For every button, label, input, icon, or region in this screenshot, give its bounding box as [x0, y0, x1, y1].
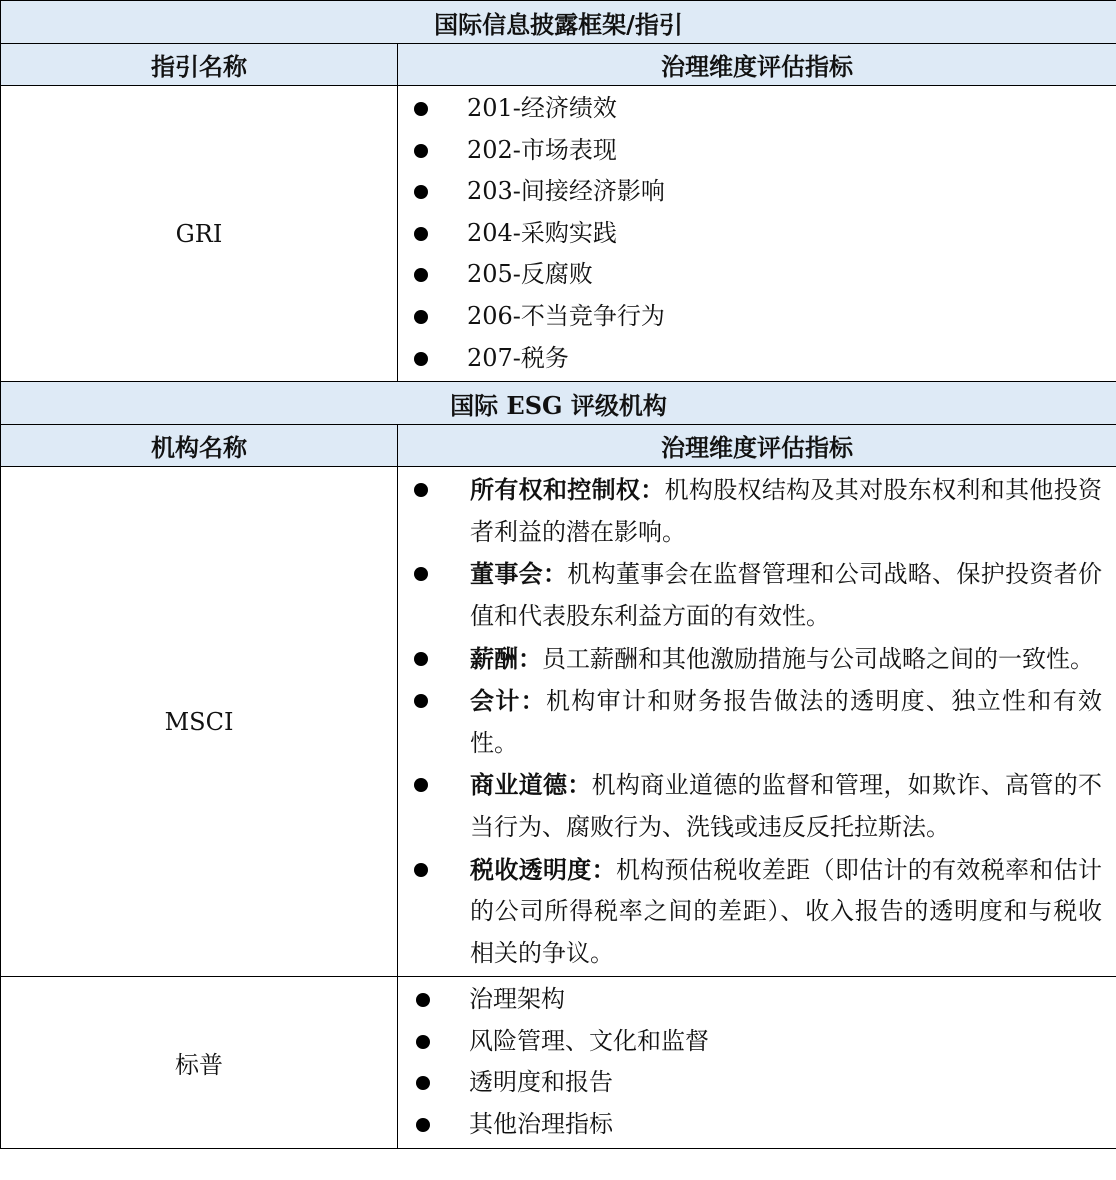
section-title-row [1, 1, 1116, 44]
bullet-icon [414, 778, 428, 792]
column-header-row [1, 44, 1116, 86]
list-item [398, 638, 1116, 681]
bullet-icon [414, 483, 428, 497]
bullet-icon [416, 1118, 430, 1132]
col1-header: 机构名称 [1, 425, 398, 467]
indicator-list [398, 469, 1116, 974]
indicator-list [398, 979, 1116, 1145]
item-text: 206-不当竞争行为 [467, 301, 665, 330]
bullet-icon [414, 268, 428, 282]
list-item [398, 88, 1116, 130]
list-item [398, 680, 1116, 764]
item-text: 202-市场表现 [467, 135, 617, 164]
list-item [398, 171, 1116, 213]
bullet-icon [414, 567, 428, 581]
section2-title: 国际 ESG 评级机构 [1, 382, 1116, 425]
item-text: 207-税务 [467, 343, 569, 372]
list-item [398, 469, 1116, 553]
item-term: 所有权和控制权： [470, 475, 665, 505]
column-header-row [1, 425, 1116, 467]
item-term: 商业道德： [470, 770, 592, 800]
item-text: 其他治理指标 [469, 1110, 613, 1139]
bullet-icon [416, 1076, 430, 1090]
item-text: 201-经济绩效 [467, 94, 617, 122]
item-text: 205-反腐败 [467, 260, 593, 289]
item-desc: 机构预估税收差距（即估计的有效税率和估计的公司所得税率之间的差距）、收入报告的透明度和与税收相关的争议。 [470, 855, 1103, 967]
indicator-cell [398, 86, 1116, 382]
bullet-icon [414, 694, 428, 708]
bullet-icon [414, 227, 428, 241]
bullet-icon [414, 144, 428, 158]
row-name-gri: GRI [1, 86, 398, 382]
item-desc: 机构审计和财务报告做法的透明度、独立性和有效性。 [470, 687, 1103, 757]
item-text: 治理架构 [469, 985, 565, 1014]
item-term: 董事会： [470, 559, 568, 589]
list-item [400, 979, 1116, 1021]
bullet-icon [414, 652, 428, 666]
list-item [398, 553, 1116, 637]
item-desc: 机构商业道德的监督和管理，如欺诈、高管的不当行为、腐败行为、洗钱或违反反托拉斯法。 [470, 771, 1103, 841]
bullet-icon [416, 993, 430, 1007]
list-item [398, 764, 1116, 848]
col1-header: 指引名称 [1, 44, 398, 86]
table-row [1, 86, 1116, 382]
list-item [400, 1062, 1116, 1104]
item-text: 透明度和报告 [469, 1068, 613, 1097]
col2-header: 治理维度评估指标 [398, 425, 1116, 467]
section1-title: 国际信息披露框架/指引 [1, 1, 1116, 44]
item-text: 风险管理、文化和监督 [469, 1026, 709, 1055]
indicator-cell [398, 977, 1116, 1148]
list-item [398, 296, 1116, 338]
item-term: 薪酬： [470, 643, 542, 673]
bullet-icon [414, 102, 428, 116]
bullet-icon [414, 185, 428, 199]
list-item [398, 130, 1116, 172]
list-item [400, 1104, 1116, 1146]
row-name-msci: MSCI [1, 467, 398, 977]
item-desc: 机构股权结构及其对股东权利和其他投资者利益的潜在影响。 [470, 476, 1103, 546]
item-desc: 员工薪酬和其他激励措施与公司战略之间的一致性。 [542, 644, 1094, 673]
indicator-cell [398, 467, 1116, 977]
table-row [1, 977, 1116, 1148]
item-desc: 机构董事会在监督管理和公司战略、保护投资者价值和代表股东利益方面的有效性。 [470, 560, 1103, 630]
list-item [398, 338, 1116, 380]
bullet-icon [414, 863, 428, 877]
list-item [398, 254, 1116, 296]
item-term: 会计： [470, 686, 547, 716]
bullet-icon [414, 352, 428, 366]
item-text: 203-间接经济影响 [467, 177, 665, 206]
table-row [1, 467, 1116, 977]
indicator-list [398, 88, 1116, 379]
section-title-row [1, 382, 1116, 425]
row-name-sp: 标普 [1, 977, 398, 1148]
bullet-icon [414, 310, 428, 324]
item-term: 税收透明度： [470, 854, 616, 884]
list-item [398, 849, 1116, 975]
item-text: 204-采购实践 [467, 218, 617, 247]
list-item [398, 213, 1116, 255]
col2-header: 治理维度评估指标 [398, 44, 1116, 86]
bullet-icon [416, 1035, 430, 1049]
list-item [400, 1021, 1116, 1063]
